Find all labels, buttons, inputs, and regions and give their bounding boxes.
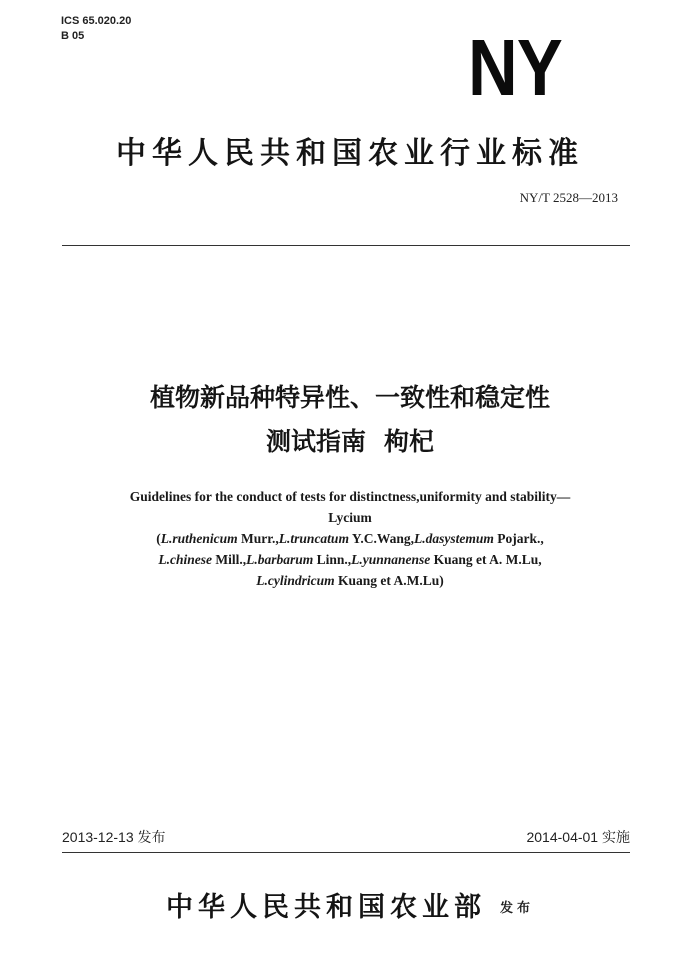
issue-date: 2013-12-13 发布 xyxy=(62,829,166,845)
species-name: L.ruthenicum xyxy=(160,531,238,546)
standard-number: NY/T 2528—2013 xyxy=(519,190,618,205)
bottom-divider xyxy=(62,852,630,853)
chinese-title-line2 xyxy=(0,422,700,458)
species-name: L.cylindricum xyxy=(256,573,335,588)
standard-category-title: 中华人民共和国农业行业标准 xyxy=(116,136,584,171)
species-text: Mill., xyxy=(211,552,247,567)
classification-codes xyxy=(61,14,131,44)
species-text: Kuang et A. M.Lu, xyxy=(430,552,542,567)
top-divider xyxy=(62,245,630,246)
english-title-line1: Guidelines for the conduct of tests for distinctness,uniformity and stability— xyxy=(129,489,571,504)
species-text: ( xyxy=(156,531,161,546)
chinese-title-part-a: 测试指南 xyxy=(265,427,366,456)
species-name: L.dasystemum xyxy=(413,531,494,546)
english-title-line2: Lycium xyxy=(328,510,372,525)
species-list-line1 xyxy=(40,528,660,549)
species-text: Kuang et A.M.Lu) xyxy=(334,573,444,588)
implementation-date: 2014-04-01 实施 xyxy=(526,829,630,845)
species-list-line3 xyxy=(40,570,660,591)
species-list-line2 xyxy=(40,549,660,570)
species-name: L.yunnanense xyxy=(351,552,431,567)
issuer-verb: 发布 xyxy=(499,901,534,916)
species-text: Y.C.Wang, xyxy=(348,531,414,546)
chinese-title-part-b: 枸杞 xyxy=(384,427,435,456)
ccs-code: B 05 xyxy=(61,30,85,42)
ics-code: ICS 65.020.20 xyxy=(61,15,132,27)
species-name: L.barbarum xyxy=(246,552,314,567)
ny-logo: NY xyxy=(468,23,562,112)
english-title xyxy=(40,486,660,591)
species-text: Linn., xyxy=(313,552,352,567)
species-text: Murr., xyxy=(237,531,279,546)
issuer-name: 中华人民共和国农业部 xyxy=(165,892,486,923)
chinese-title-line1: 植物新品种特异性、一致性和稳定性 xyxy=(149,383,550,412)
issuing-authority xyxy=(0,885,700,924)
species-name: L.chinese xyxy=(158,552,212,567)
species-text: Pojark., xyxy=(493,531,544,546)
species-name: L.truncatum xyxy=(278,531,349,546)
